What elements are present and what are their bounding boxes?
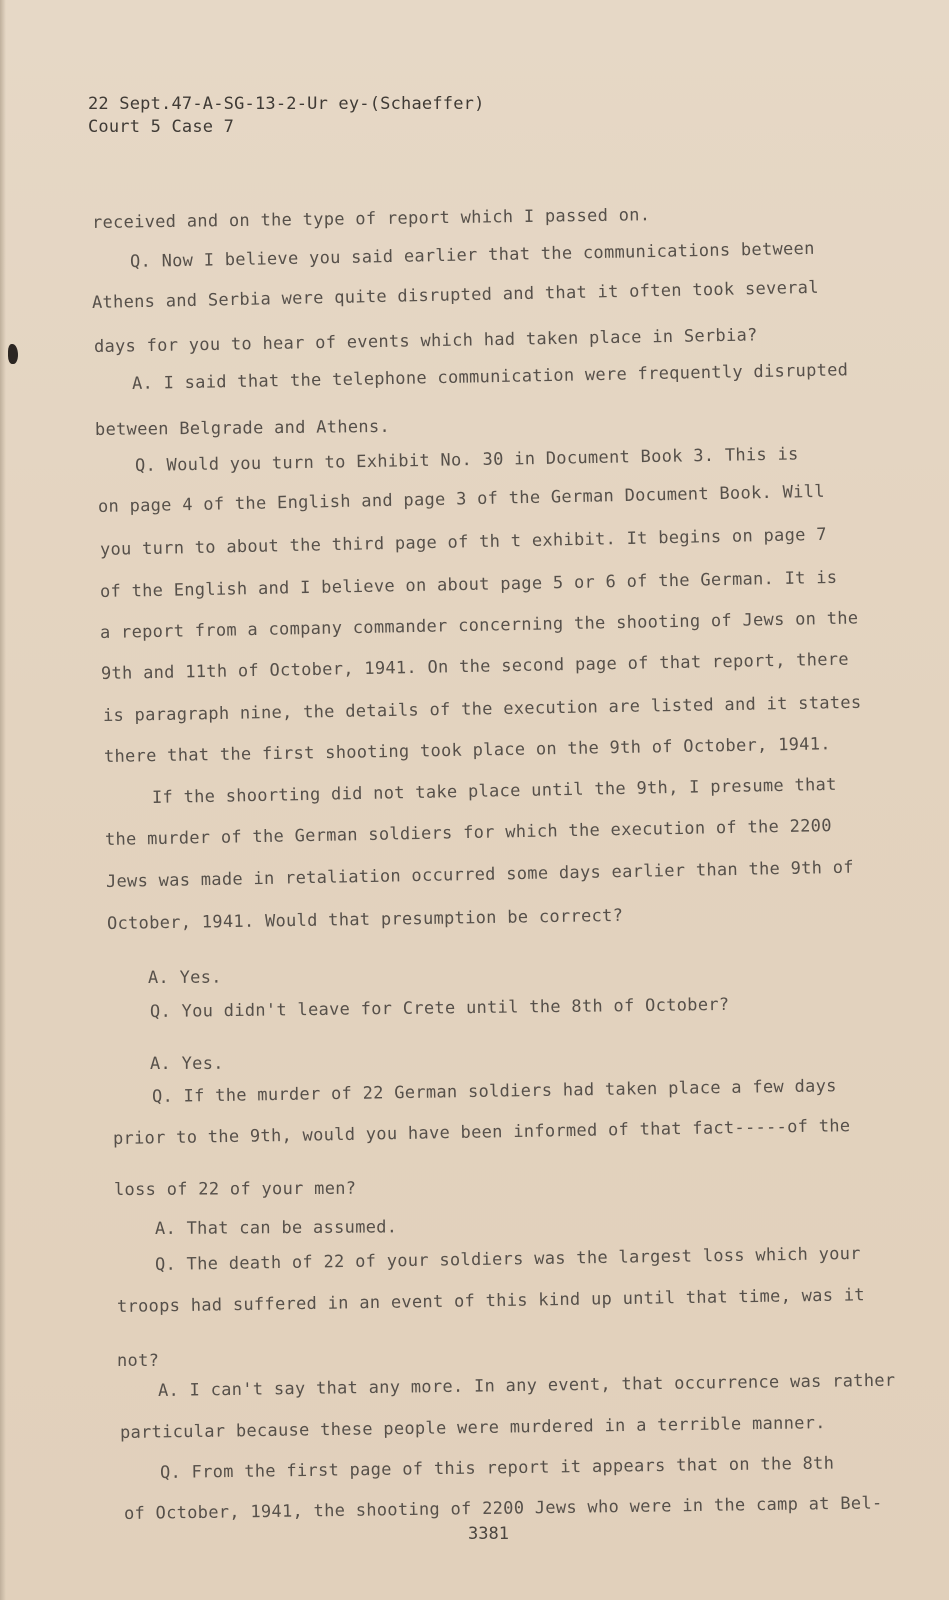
header-court-line: Court 5 Case 7 — [88, 117, 235, 137]
transcript-line: you turn to about the third page of th t exhibit. It begins on page 7 — [99, 524, 827, 560]
transcript-line: of the English and I believe on about page 5 or 6 of the German. It is — [99, 567, 838, 602]
transcript-line: A. I said that the telephone communication were frequently disrupted — [131, 360, 849, 394]
binding-hole-mark — [8, 344, 18, 364]
transcript-line: 9th and 11th of October, 1941. On the second page of that report, there — [100, 649, 850, 684]
transcript-line: Q. Would you turn to Exhibit No. 30 in Document Book 3. This is — [134, 444, 799, 476]
transcript-line: Q. From the first page of this report it appears that on the 8th — [159, 1453, 835, 1483]
transcript-line: not? — [117, 1351, 160, 1371]
transcript-line: A. I can't say that any more. In any event, that occurrence was rather — [157, 1370, 896, 1401]
header-session-line: 22 Sept.47-A-SG-13-2-Ur ey-(Schaeffer) — [88, 94, 485, 114]
transcript-line: Q. The death of 22 of your soldiers was the largest loss which your — [154, 1243, 861, 1275]
transcript-line: on page 4 of the English and page 3 of the German Document Book. Will — [97, 481, 825, 517]
transcript-line: troops had suffered in an event of this kind up until that time, was it — [116, 1285, 866, 1317]
page-number: 3381 — [468, 1524, 509, 1544]
transcript-line: is paragraph nine, the details of the execution are listed and it states — [102, 692, 862, 726]
transcript-line: received and on the type of report which I passed on. — [91, 205, 651, 233]
transcript-line: Q. Now I believe you said earlier that the communications between — [129, 238, 815, 272]
transcript-line: the murder of the German soldiers for which the execution of the 2200 — [104, 816, 832, 850]
transcript-line: Q. If the murder of 22 German soldiers had taken place a few days — [151, 1076, 837, 1107]
transcript-line: Athens and Serbia were quite disrupted and that it often took several — [91, 277, 819, 313]
transcript-line: Q. You didn't leave for Crete until the 8th of October? — [149, 994, 730, 1022]
transcript-line: of October, 1941, the shooting of 2200 Jews who were in the camp at Bel- — [123, 1493, 883, 1524]
transcript-line: prior to the 9th, would you have been informed of that fact-----of the — [112, 1116, 851, 1149]
transcript-line: there that the first shooting took place on the 9th of October, 1941. — [103, 734, 831, 767]
transcript-line: October, 1941. Would that presumption be correct? — [106, 905, 624, 934]
transcript-line: a report from a company commander concerning the shooting of Jews on the — [99, 608, 859, 643]
transcript-line: particular because these people were murdered in a terrible manner. — [119, 1413, 826, 1443]
transcript-line: A. That can be assumed. — [154, 1217, 398, 1239]
transcript-line: If the shoorting did not take place until the 9th, I presume that — [151, 774, 837, 808]
page-edge-shadow — [0, 0, 6, 1600]
transcript-line: days for you to hear of events which had taken place in Serbia? — [93, 325, 758, 357]
transcript-line: A. Yes. — [149, 1053, 224, 1074]
transcript-line: A. Yes. — [147, 967, 222, 988]
transcript-line: Jews was made in retaliation occurred some days earlier than the 9th of — [105, 857, 855, 892]
transcript-line: loss of 22 of your men? — [113, 1178, 357, 1200]
transcript-line: between Belgrade and Athens. — [94, 416, 391, 440]
